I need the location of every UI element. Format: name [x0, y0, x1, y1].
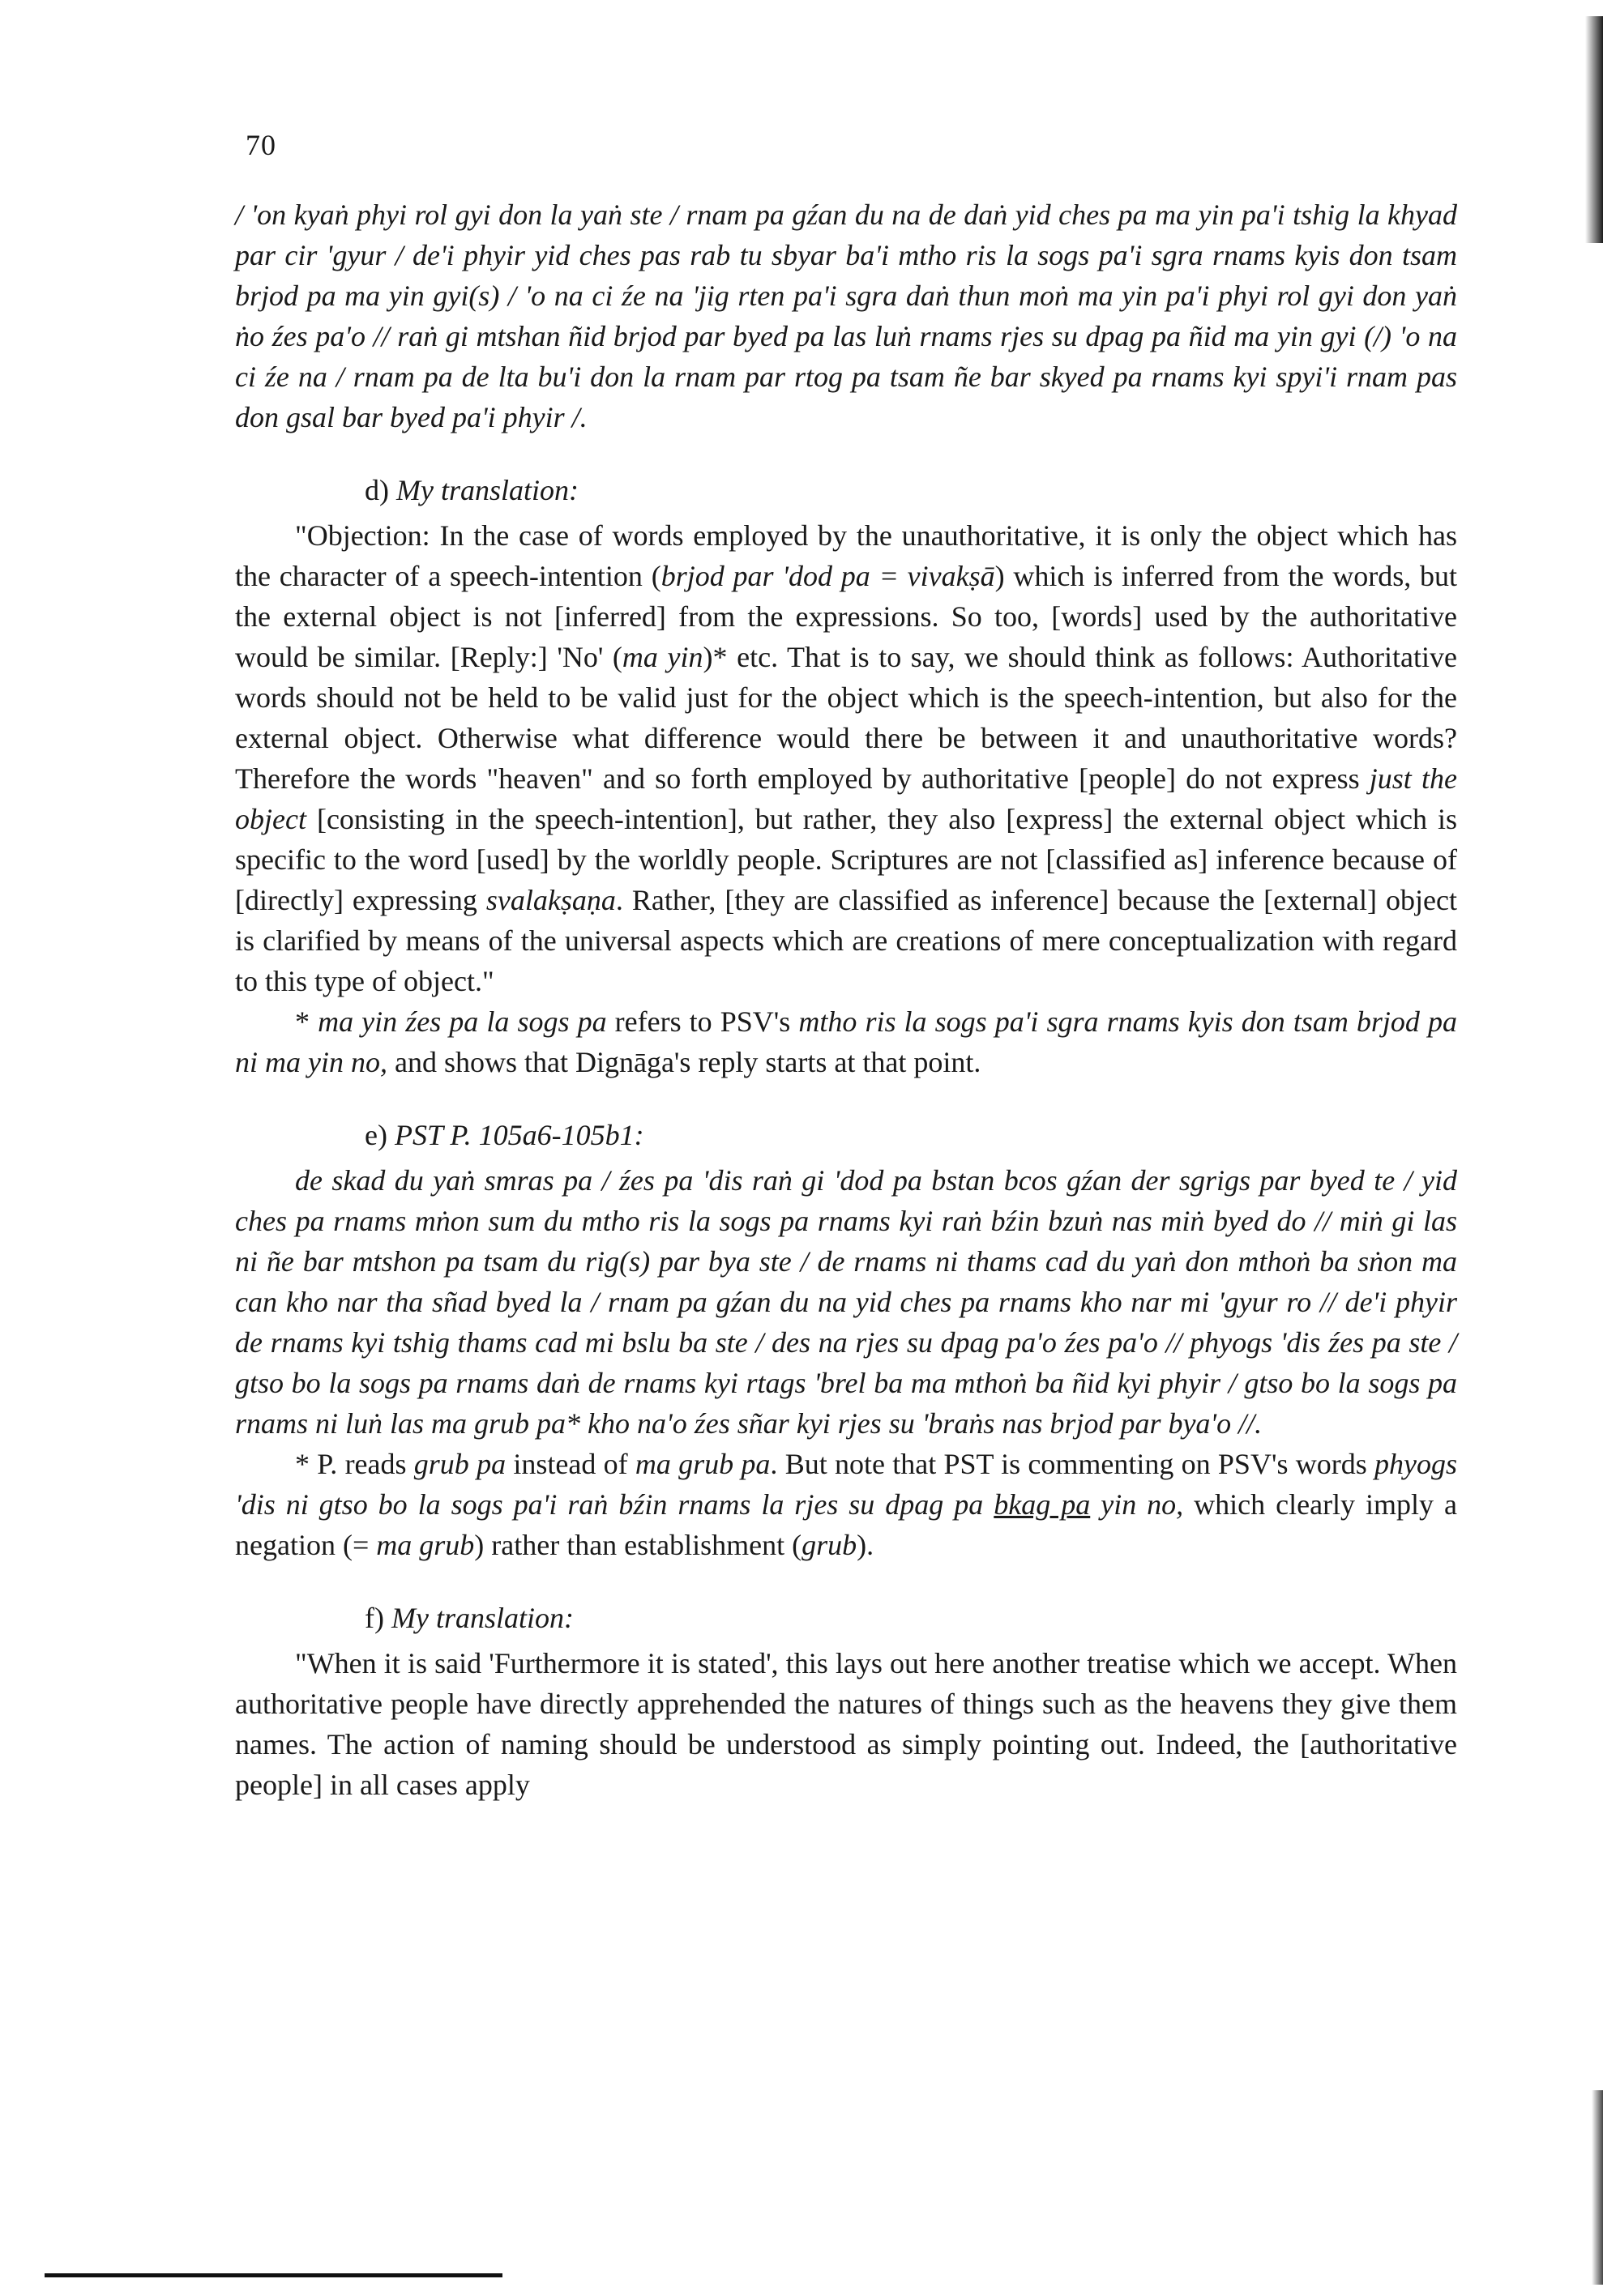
text-run: *: [295, 1005, 318, 1038]
text-run: ) which is inferred from the words, but the external object is not [inferred] from the expressions. So too, [words] used by the authoritative would be similar. [Reply:] 'No' (: [235, 560, 1458, 673]
section-heading-d: [365, 470, 1457, 510]
page-edge-shadow-top: [1585, 16, 1603, 243]
bottom-rule: [45, 2273, 502, 2277]
page-number: 70: [246, 129, 276, 161]
text-run: and shows that Dignāga's reply starts at that point.: [387, 1046, 981, 1078]
tibetan-passage-1: / 'on kyaṅ phyi rol gyi don la yaṅ ste / rnam pa gźan du na de daṅ yid ches pa ma yin pa'i tshig la khyad par cir 'gyur / de'i phyir yid ches pas rab tu sbyar ba'i mtho ris la sogs pa'i sgra rnams kyis don tsam brjod pa ma yin gyi(s) / 'o na ci źe na 'jig rten pa'i sgra daṅ thun moṅ ma yin pa'i phyi rol gyi don yaṅ ṅo źes pa'o // raṅ gi mtshan ñid brjod par byed pa las luṅ rnams rjes su dpag pa ñid ma yin gyi (/) 'o na ci źe na / rnam pa de lta bu'i don la rnam par rtog pa tsam ñe bar skyed pa rnams kyi spyi'i rnam pas don gsal bar byed pa'i phyir /.: [235, 198, 1457, 433]
italic-run: just the object: [235, 762, 1457, 835]
italic-run: yin no,: [1101, 1488, 1184, 1521]
italic-run: brjod par 'dod pa = vivakṣā: [660, 560, 995, 592]
italic-run: phyogs 'dis ni gtso bo la sogs pa'i raṅ bźin rnams la rjes su dpag pa: [235, 1448, 1457, 1521]
italic-run: grub pa: [413, 1448, 507, 1480]
text-run: "Objection: In the case of words employed by the unauthoritative, it is only the object which has the character of a speech-intention (: [235, 519, 1457, 592]
section-heading-f: [365, 1598, 1457, 1638]
text-run: . Rather, [they are classified as inference] because the [external] object is clarified by means of the universal aspects which are creations of mere conceptualization with regard to this type of object.": [235, 884, 1457, 997]
footnote-e: [235, 1444, 1457, 1565]
italic-run: ma grub pa: [635, 1448, 771, 1480]
text-run: * P. reads: [295, 1448, 414, 1480]
page-body: [235, 194, 1457, 1805]
section-title-f: My translation:: [391, 1602, 574, 1634]
section-label-d: d): [365, 474, 389, 506]
text-run: )* etc. That is to say, we should think as follows: Authoritative words should not be held to be valid just for the object which is the speech-intention, but also for the external object. Otherwise what difference would there be between it and unauthoritative words? Therefore the words "heaven" and so forth employed by authoritative [people] do not express: [235, 641, 1458, 795]
section-heading-e: [365, 1115, 1457, 1155]
footnote-d: [235, 1001, 1457, 1082]
italic-run: ma grub: [376, 1529, 475, 1561]
translation-f: "When it is said 'Furthermore it is stated', this lays out here another treatise which we accept. When authoritative people have directly apprehended the natures of things such as the heavens they give them names. The action of naming should be understood as simply pointing out. Indeed, the [authoritative people] in all cases apply: [235, 1647, 1457, 1801]
text-run: refers to PSV's: [606, 1005, 799, 1038]
italic-run: ma yin: [622, 641, 703, 673]
section-title-d: My translation:: [396, 474, 579, 506]
text-run: ).: [857, 1529, 874, 1561]
text-run: ) rather than establishment (: [474, 1529, 802, 1561]
section-label-f: f): [365, 1602, 384, 1634]
text-run: instead of: [506, 1448, 635, 1480]
italic-run: grub: [802, 1529, 857, 1561]
text-run: [consisting in the speech-intention], but rather, they also [express] the external object which is specific to the word [used] by the worldly people. Scriptures are not [classified as] inference because of [directly] expressing: [235, 803, 1457, 916]
page-edge-shadow-bottom: [1592, 2090, 1603, 2285]
section-title-e: PST P. 105a6-105b1:: [394, 1119, 644, 1151]
translation-d: [235, 515, 1457, 1001]
text-run: which clearly imply a negation (=: [235, 1488, 1458, 1561]
italic-underlined-run: bkag pa: [994, 1488, 1091, 1521]
italic-run: ma yin źes pa la sogs pa: [318, 1005, 607, 1038]
text-run: . But note that PST is commenting on PSV's words: [770, 1448, 1374, 1480]
tibetan-passage-2: de skad du yaṅ smras pa / źes pa 'dis raṅ gi 'dod pa bstan bcos gźan der sgrigs par byed te / yid ches pa rnams mṅon sum du mtho ris la sogs pa rnams kyi raṅ bźin bzuṅ nas miṅ byed do // miṅ gi las ni ñe bar mtshon pa tsam du rig(s) par bya ste / de rnams ni thams cad du yaṅ don mthoṅ ba sṅon ma can kho nar tha sñad byed la / rnam pa gźan du na yid ches pa rnams kho nar mi 'gyur ro // de'i phyir de rnams kyi tshig thams cad mi bslu ba ste / des na rjes su dpag pa'o źes pa'o // phyogs 'dis źes pa ste / gtso bo la sogs pa rnams daṅ de rnams kyi rtags 'brel ba ma mthoṅ ba ñid kyi phyir / gtso bo la sogs pa rnams ni luṅ las ma grub pa* kho na'o źes sñar kyi rjes su 'braṅs nas brjod par bya'o //.: [235, 1164, 1457, 1440]
italic-run: mtho ris la sogs pa'i sgra rnams kyis don tsam brjod pa ni ma yin no,: [235, 1005, 1458, 1078]
section-label-e: e): [365, 1119, 387, 1151]
italic-run: svalakṣaṇa: [485, 884, 616, 916]
